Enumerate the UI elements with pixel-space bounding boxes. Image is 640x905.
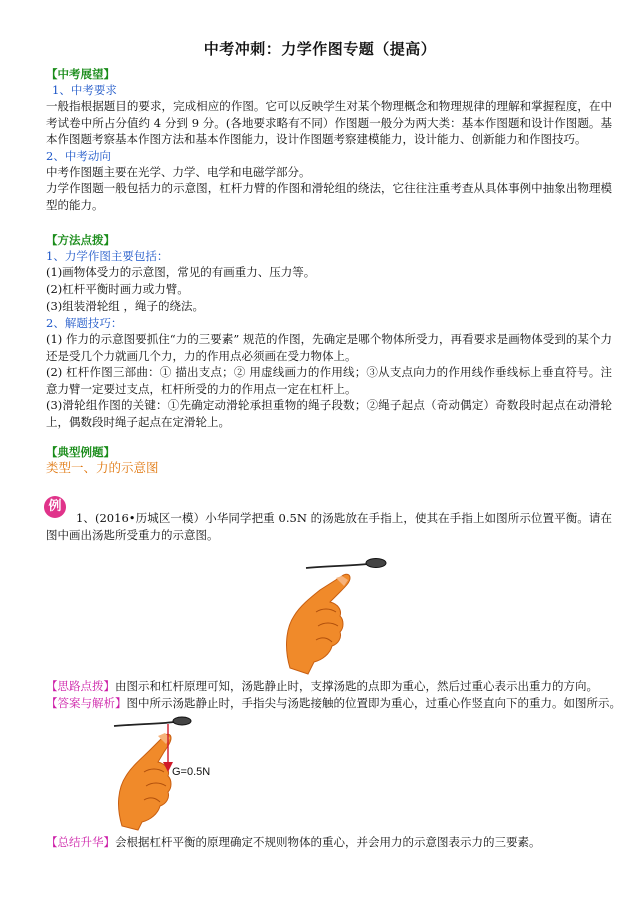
list-item-lever: (2)杠杆平衡时画力或力臂。 (46, 282, 189, 296)
answer-text: 图中所示汤匙静止时，手指尖与汤匙接触的位置即为重心，过重心作竖直向下的重力。如图所示。 (126, 696, 621, 710)
list-item-force-diagram: (1)画物体受力的示意图，常见的有画重力、压力等。 (46, 265, 316, 279)
paragraph-requirements: 一般指根据题目的要求，完成相应的作图。它可以反映学生对某个物理概念和物理规律的理解和掌握程度，在中考试卷中所占分值约 4 分到 9 分。(各地要求略有不同）作图题一般分为两大类：基本作图题和设计作图题。基本作图题考察基本作图方法和基本作图能力，设计作图题考察建模能力，设计能力、创新能力和作图技巧。 (46, 99, 612, 147)
figure-hand-spoon (276, 556, 396, 676)
hint-text: 由图示和杠杆原理可知，汤匙静止时，支撑汤匙的点即为重心，然后过重心表示出重力的方向。 (115, 679, 598, 693)
list-item-pulley: (3)组装滑轮组 ，绳子的绕法。 (46, 299, 204, 313)
force-label: G=0.5N (172, 766, 211, 778)
tip-pulley-key: (3)滑轮组作图的关键：①先确定动滑轮承担重物的绳子段数；②绳子起点（奇动偶定）奇数段时起点在动滑轮上，偶数段时绳子起点在定滑轮上。 (46, 398, 612, 429)
hint-label: 【思路点拨】 (46, 679, 115, 693)
hint-line (46, 678, 598, 694)
subheading-trends: 2、中考动向 (46, 149, 111, 163)
paragraph-trends-2: 力学作图题一般包括力的示意图，杠杆力臂的作图和滑轮组的绕法，它往往注重考查从具体事例中抽象出物理模型的能力。 (46, 181, 612, 212)
subheading-techniques: 2、解题技巧： (46, 316, 123, 330)
subheading-drawing-types: 1、力学作图主要包括： (46, 249, 169, 263)
paragraph-trends-1: 中考作图题主要在光学、力学、电学和电磁学部分。 (46, 165, 311, 179)
example-badge: 例 (44, 496, 66, 518)
summary-label: 【总结升华】 (46, 835, 115, 849)
example-question: 1、(2016•历城区一模）小华同学把重 0.5N 的汤匙放在手指上，使其在手指上如图所示位置平衡。请在图中画出汤匙所受重力的示意图。 (46, 511, 612, 542)
example-type-heading: 类型一、力的示意图 (46, 460, 159, 475)
answer-label: 【答案与解析】 (46, 696, 127, 710)
page-title: 中考冲刺：力学作图专题（提高） (203, 40, 437, 58)
subheading-requirements: 1、中考要求 (52, 83, 117, 97)
section-heading-methods: 【方法点拨】 (46, 233, 115, 247)
answer-line (46, 695, 621, 711)
summary-text: 会根据杠杆平衡的原理确定不规则物体的重心，并会用力的示意图表示力的三要素。 (115, 835, 541, 849)
section-heading-outlook: 【中考展望】 (46, 67, 115, 81)
tip-lever-steps: (2) 杠杆作图三部曲：① 描出支点；② 用虚线画力的作用线；③从支点向力的作用线作垂线标上垂直符号。注意力臂一定要过支点，杠杆所受的力的作用点一定在杠杆上。 (46, 365, 612, 396)
section-heading-examples: 【典型例题】 (46, 445, 115, 459)
tip-force-three-elements: (1) 作力的示意图要抓住“力的三要素” 规范的作图，先确定是哪个物体所受力，再看要求是画物体受到的某个力还是受几个力就画几个力，力的作用点必须画在受力物体上。 (46, 332, 612, 363)
summary-line (46, 834, 541, 850)
